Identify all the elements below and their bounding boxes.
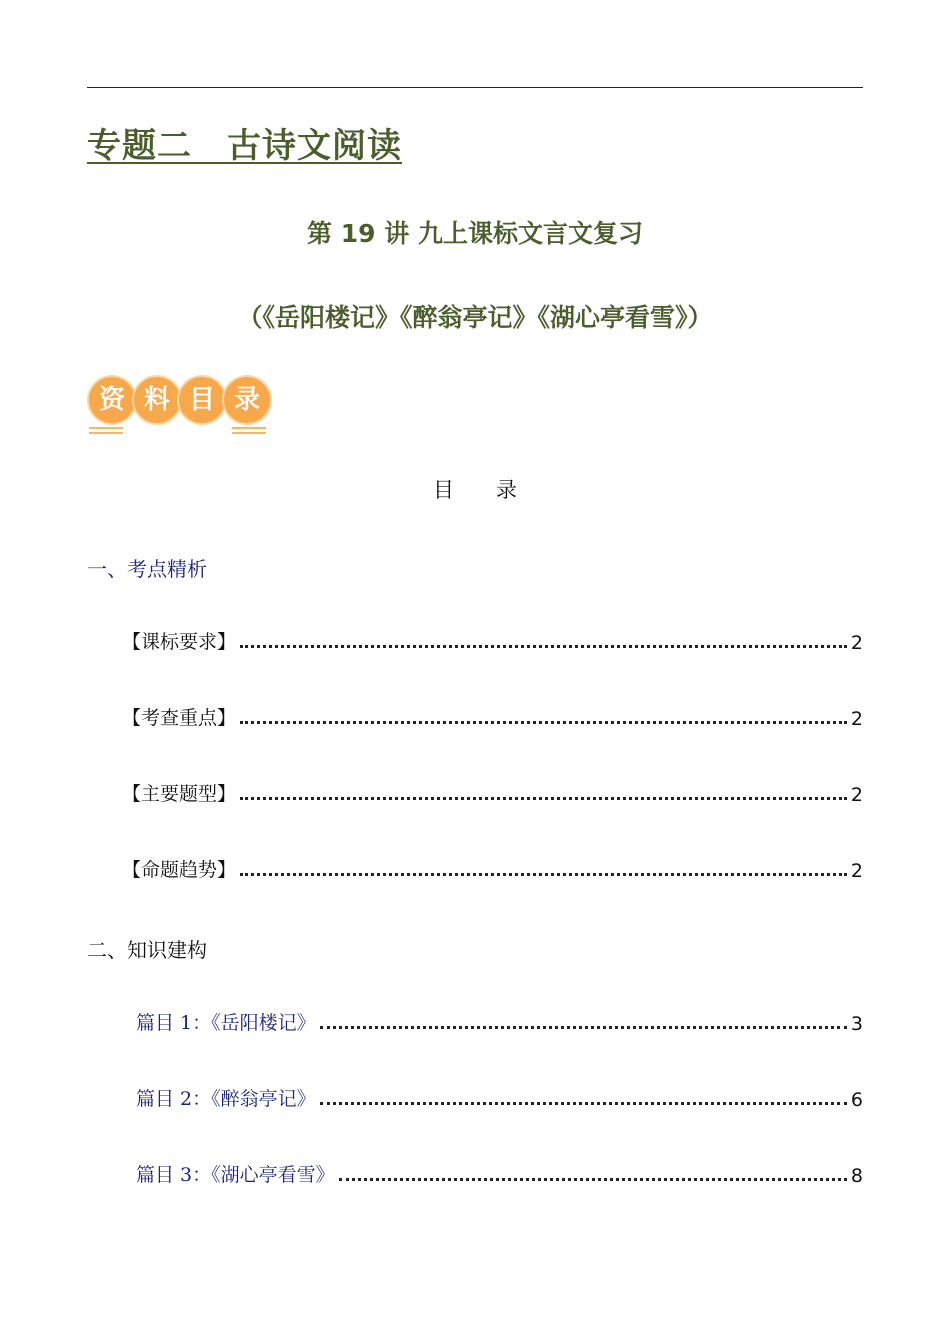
- toc-entry-label: 篇目 1：《岳阳楼记》: [136, 1012, 316, 1034]
- toc-entry[interactable]: [122, 778, 863, 806]
- toc-entry[interactable]: [136, 1159, 863, 1187]
- badge-underline: [89, 427, 123, 429]
- toc-entry-page: 2: [850, 632, 863, 654]
- toc-heading: 目 录: [433, 478, 517, 502]
- toc-entry-page: 2: [850, 860, 863, 882]
- toc-leader-dots: [240, 797, 847, 800]
- toc-entry[interactable]: [122, 626, 863, 654]
- lecture-subtitle: （《岳阳楼记》《醉翁亭记》《湖心亭看雪》）: [237, 303, 713, 332]
- toc-entry-page: 8: [850, 1165, 863, 1187]
- toc-entry[interactable]: [136, 1083, 863, 1111]
- toc-entry-label: 【命题趋势】: [122, 859, 237, 881]
- toc-entry-label: 【考查重点】: [122, 707, 237, 729]
- toc-leader-dots: [240, 721, 847, 724]
- toc-entry-label: 篇目 2：《醉翁亭记》: [136, 1088, 316, 1110]
- toc-leader-dots: [240, 873, 847, 876]
- top-rule: [87, 87, 863, 88]
- toc-entry-label: 篇目 3：《湖心亭看雪》: [136, 1164, 335, 1186]
- toc-section-title[interactable]: 一、考点精析: [87, 557, 207, 581]
- toc-entry-page: 6: [850, 1089, 863, 1111]
- toc-leader-dots: [240, 645, 847, 648]
- toc-leader-dots: [339, 1178, 847, 1181]
- toc-leader-dots: [320, 1026, 847, 1029]
- lecture-title: 第 19 讲 九上课标文言文复习: [307, 219, 643, 248]
- toc-entry[interactable]: [122, 854, 863, 882]
- badge-char: 目: [177, 375, 227, 425]
- toc-entry-page: 2: [850, 708, 863, 730]
- toc-entry[interactable]: [122, 702, 863, 730]
- badge-char: 料: [132, 375, 182, 425]
- badge-char: 录: [222, 375, 272, 425]
- badge-underline: [89, 432, 123, 434]
- badge-underline: [232, 432, 266, 434]
- toc-entry[interactable]: [136, 1007, 863, 1035]
- toc-leader-dots: [320, 1102, 847, 1105]
- toc-entry-page: 3: [850, 1013, 863, 1035]
- toc-entry-label: 【课标要求】: [122, 631, 237, 653]
- resource-catalog-badge: [87, 373, 273, 435]
- badge-underline: [232, 427, 266, 429]
- badge-char: 资: [87, 375, 137, 425]
- toc-entry-page: 2: [850, 784, 863, 806]
- topic-title: 专题二 古诗文阅读: [87, 126, 402, 166]
- toc-entry-label: 【主要题型】: [122, 783, 237, 805]
- toc-section-title[interactable]: 二、知识建构: [87, 938, 207, 962]
